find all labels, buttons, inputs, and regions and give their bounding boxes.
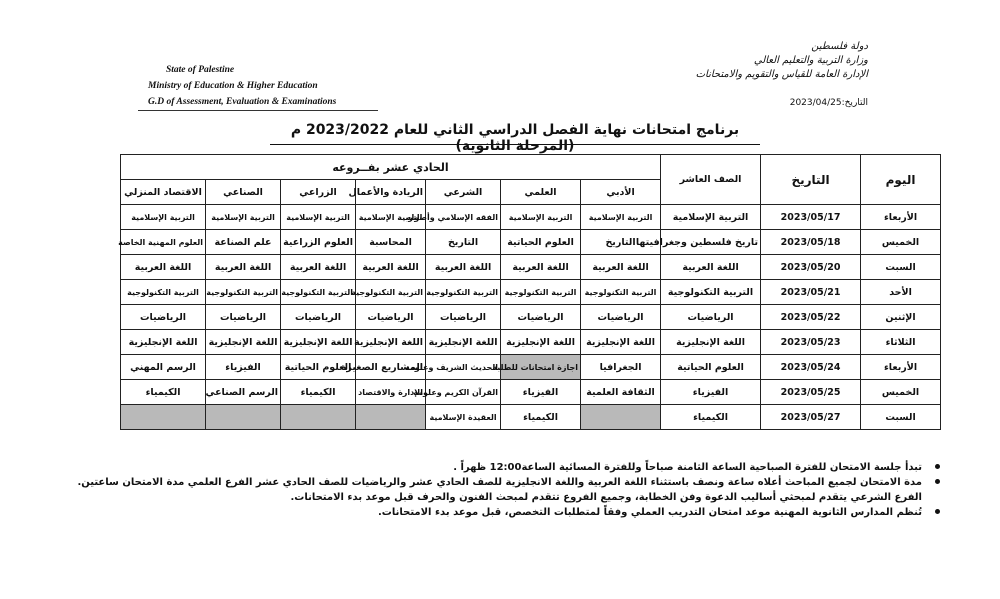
day-cell: الأربعاء bbox=[861, 355, 941, 380]
date-cell: 2023/05/20 bbox=[761, 255, 861, 280]
note-text: تُنظم المدارس الثانوية المهنية موعد امتحان التدريب العملي وفقاً لمتطلبات التخصص، قبل موعد بدء الامتحانات. bbox=[378, 507, 922, 518]
day-cell: الأربعاء bbox=[861, 205, 941, 230]
bullet-icon bbox=[935, 509, 940, 514]
subject-cell: التربية الإسلامية bbox=[206, 205, 281, 230]
subject-cell: الكيمياء bbox=[501, 405, 581, 430]
date-cell: 2023/05/21 bbox=[761, 280, 861, 305]
day-cell: الخميس bbox=[861, 230, 941, 255]
note-item bbox=[77, 475, 940, 490]
subject-cell: التربية الإسلامية bbox=[501, 205, 581, 230]
date-cell: 2023/05/25 bbox=[761, 380, 861, 405]
subject-cell: التربية الإسلامية bbox=[281, 205, 356, 230]
grade10-cell: الكيمياء bbox=[661, 405, 761, 430]
subject-cell: التربية التكنولوجية bbox=[501, 280, 581, 305]
subject-cell: التربية الإسلامية bbox=[356, 205, 426, 230]
table-row bbox=[121, 405, 941, 430]
subject-cell: التربية الإسلامية bbox=[581, 205, 661, 230]
note-text: مدة الامتحان لجميع المباحث أعلاه ساعة ونصف باستثناء اللغة العربية واللغة الانجليزية للصف الحادي عشر والرياضيات للصف الحادي عشر الفرع العلمي مدة الامتحان ساعتين. bbox=[77, 477, 922, 488]
header-date: التاريخ bbox=[761, 155, 861, 205]
letterhead-state: State of Palestine bbox=[166, 65, 235, 75]
subject-cell: الفيزياء bbox=[501, 380, 581, 405]
header-day: اليوم bbox=[861, 155, 941, 205]
subject-cell: اللغة العربية bbox=[501, 255, 581, 280]
subject-cell bbox=[356, 405, 426, 430]
subject-cell: الرياضيات bbox=[426, 305, 501, 330]
subject-cell: العلوم الزراعية bbox=[281, 230, 356, 255]
subject-cell: التربية التكنولوجية bbox=[206, 280, 281, 305]
subject-cell: المحاسبة bbox=[356, 230, 426, 255]
branch-header: الشرعي bbox=[426, 180, 501, 205]
subject-cell: العلوم الحياتية bbox=[501, 230, 581, 255]
page-title: برنامج امتحانات نهاية الفصل الدراسي الثاني للعام 2023/2022 م (المرحلة الثانوية) bbox=[290, 122, 740, 154]
subject-cell: اللغة العربية bbox=[121, 255, 206, 280]
date-cell: 2023/05/23 bbox=[761, 330, 861, 355]
subject-cell: اللغة الإنجليزية bbox=[426, 330, 501, 355]
table-row bbox=[121, 330, 941, 355]
table-row bbox=[121, 205, 941, 230]
notes-section bbox=[77, 460, 940, 520]
grade10-cell: اللغة العربية bbox=[661, 255, 761, 280]
grade10-cell: تاريخ فلسطين وجغرافيتها bbox=[661, 230, 761, 255]
english-letterhead bbox=[148, 62, 408, 110]
exam-schedule-body bbox=[118, 205, 941, 430]
subject-cell: الرياضيات bbox=[356, 305, 426, 330]
table-row bbox=[121, 380, 941, 405]
subject-cell: الحديث الشريف وعلومه bbox=[426, 355, 501, 380]
subject-cell: التربية التكنولوجية bbox=[356, 280, 426, 305]
subject-cell: الكيمياء bbox=[121, 380, 206, 405]
date-cell: 2023/05/22 bbox=[761, 305, 861, 330]
grade10-cell: الرياضيات bbox=[661, 305, 761, 330]
subject-cell: التربية التكنولوجية bbox=[581, 280, 661, 305]
header-grade10: الصف العاشر bbox=[661, 155, 761, 205]
subject-cell: الجغرافيا bbox=[581, 355, 661, 380]
subject-cell: الرسم المهني bbox=[121, 355, 206, 380]
letterhead-ar-directorate: الإدارة العامة للقياس والتقويم والامتحانات bbox=[695, 69, 868, 80]
note-text: الفرع الشرعي يتقدم لمبحثي أساليب الدعوة وفن الخطابة، وجميع الفروع تتقدم لمبحث الفنون والحرف قبل موعد بدء الامتحانات. bbox=[290, 492, 922, 503]
grade10-cell: العلوم الحياتية bbox=[661, 355, 761, 380]
subject-cell: اللغة العربية bbox=[581, 255, 661, 280]
letterhead-directorate: G.D of Assessment, Evaluation & Examinations bbox=[148, 97, 337, 107]
subject-cell: التربية الإسلامية bbox=[121, 205, 206, 230]
branch-header: العلمي bbox=[501, 180, 581, 205]
grade10-cell: التربية الإسلامية bbox=[661, 205, 761, 230]
subject-cell: اللغة العربية bbox=[281, 255, 356, 280]
subject-cell: التربية التكنولوجية bbox=[121, 280, 206, 305]
subject-cell: اللغة الإنجليزية bbox=[281, 330, 356, 355]
subject-cell: الفيزياء bbox=[206, 355, 281, 380]
table-row bbox=[121, 230, 941, 255]
subject-cell bbox=[581, 405, 661, 430]
note-item bbox=[170, 460, 940, 475]
subject-cell bbox=[206, 405, 281, 430]
letterhead-ministry: Ministry of Education & Higher Education bbox=[148, 81, 318, 91]
branch-header: الصناعي bbox=[206, 180, 281, 205]
subject-cell: الرياضيات bbox=[206, 305, 281, 330]
day-cell: الثلاثاء bbox=[861, 330, 941, 355]
document-date: التاريخ:2023/04/25 bbox=[789, 98, 868, 108]
subject-cell: اللغة الإنجليزية bbox=[121, 330, 206, 355]
table-row bbox=[121, 305, 941, 330]
subject-cell: اللغة العربية bbox=[426, 255, 501, 280]
day-cell: الخميس bbox=[861, 380, 941, 405]
table-row bbox=[121, 355, 941, 380]
day-cell: الأحد bbox=[861, 280, 941, 305]
subject-cell: اللغة العربية bbox=[356, 255, 426, 280]
day-cell: الإثنين bbox=[861, 305, 941, 330]
branch-header: الاقتصاد المنزلي bbox=[121, 180, 206, 205]
title-underline bbox=[270, 144, 760, 145]
subject-cell: علم الصناعة bbox=[206, 230, 281, 255]
subject-cell: الإدارة والاقتصاد bbox=[356, 380, 426, 405]
arabic-letterhead bbox=[568, 40, 868, 82]
branch-header: الأدبي bbox=[581, 180, 661, 205]
date-cell: 2023/05/18 bbox=[761, 230, 861, 255]
subject-cell: القرآن الكريم وعلومه bbox=[426, 380, 501, 405]
table-row bbox=[121, 255, 941, 280]
grade10-cell: التربية التكنولوجية bbox=[661, 280, 761, 305]
letterhead-ar-ministry: وزارة التربية والتعليم العالي bbox=[753, 55, 868, 66]
day-cell: السبت bbox=[861, 405, 941, 430]
grade10-cell: الفيزياء bbox=[661, 380, 761, 405]
bullet-icon bbox=[935, 464, 940, 469]
note-item bbox=[170, 505, 940, 520]
subject-cell: المشاريع الصغيرة bbox=[356, 355, 426, 380]
subject-cell: اجازة امتحانات للطلبة bbox=[501, 355, 581, 380]
subject-cell: الرياضيات bbox=[281, 305, 356, 330]
subject-cell: الكيمياء bbox=[281, 380, 356, 405]
subject-cell: اللغة الإنجليزية bbox=[206, 330, 281, 355]
bullet-icon bbox=[935, 479, 940, 484]
subject-cell: التربية التكنولوجية bbox=[281, 280, 356, 305]
letterhead-ar-state: دولة فلسطين bbox=[811, 41, 868, 52]
table-row bbox=[121, 280, 941, 305]
note-text: تبدأ جلسة الامتحان للفترة الصباحية الساعة الثامنة صباحاً وللفترة المسائية الساعة12:00 ظهراً . bbox=[453, 462, 922, 473]
subject-cell: التربية التكنولوجية bbox=[426, 280, 501, 305]
day-cell: السبت bbox=[861, 255, 941, 280]
header-grade11-group: الحادي عشر بفــروعه bbox=[121, 155, 661, 180]
subject-cell: الفقه الإسلامي وأصوله bbox=[426, 205, 501, 230]
subject-cell: اللغة الإنجليزية bbox=[356, 330, 426, 355]
letterhead-divider bbox=[138, 110, 378, 111]
subject-cell: الرسم الصناعي bbox=[206, 380, 281, 405]
branch-header: الزراعي bbox=[281, 180, 356, 205]
subject-cell: العقيدة الإسلامية bbox=[426, 405, 501, 430]
subject-cell: الرياضيات bbox=[121, 305, 206, 330]
date-cell: 2023/05/27 bbox=[761, 405, 861, 430]
subject-cell: التاريخ bbox=[581, 230, 661, 255]
subject-cell: الثقافة العلمية bbox=[581, 380, 661, 405]
grade10-cell: اللغة الإنجليزية bbox=[661, 330, 761, 355]
branch-header: الريادة والأعمال bbox=[356, 180, 426, 205]
subject-cell bbox=[281, 405, 356, 430]
date-cell: 2023/05/24 bbox=[761, 355, 861, 380]
subject-cell: الرياضيات bbox=[501, 305, 581, 330]
subject-cell: اللغة الإنجليزية bbox=[581, 330, 661, 355]
note-item bbox=[170, 490, 940, 505]
subject-cell: العلوم المهنية الخاصة bbox=[121, 230, 206, 255]
date-cell: 2023/05/17 bbox=[761, 205, 861, 230]
header-row-1 bbox=[121, 155, 941, 180]
subject-cell: الرياضيات bbox=[581, 305, 661, 330]
subject-cell: العلوم الحياتية bbox=[281, 355, 356, 380]
subject-cell: اللغة الإنجليزية bbox=[501, 330, 581, 355]
exam-schedule-table bbox=[120, 154, 941, 430]
subject-cell bbox=[121, 405, 206, 430]
subject-cell: اللغة العربية bbox=[206, 255, 281, 280]
subject-cell: التاريخ bbox=[426, 230, 501, 255]
